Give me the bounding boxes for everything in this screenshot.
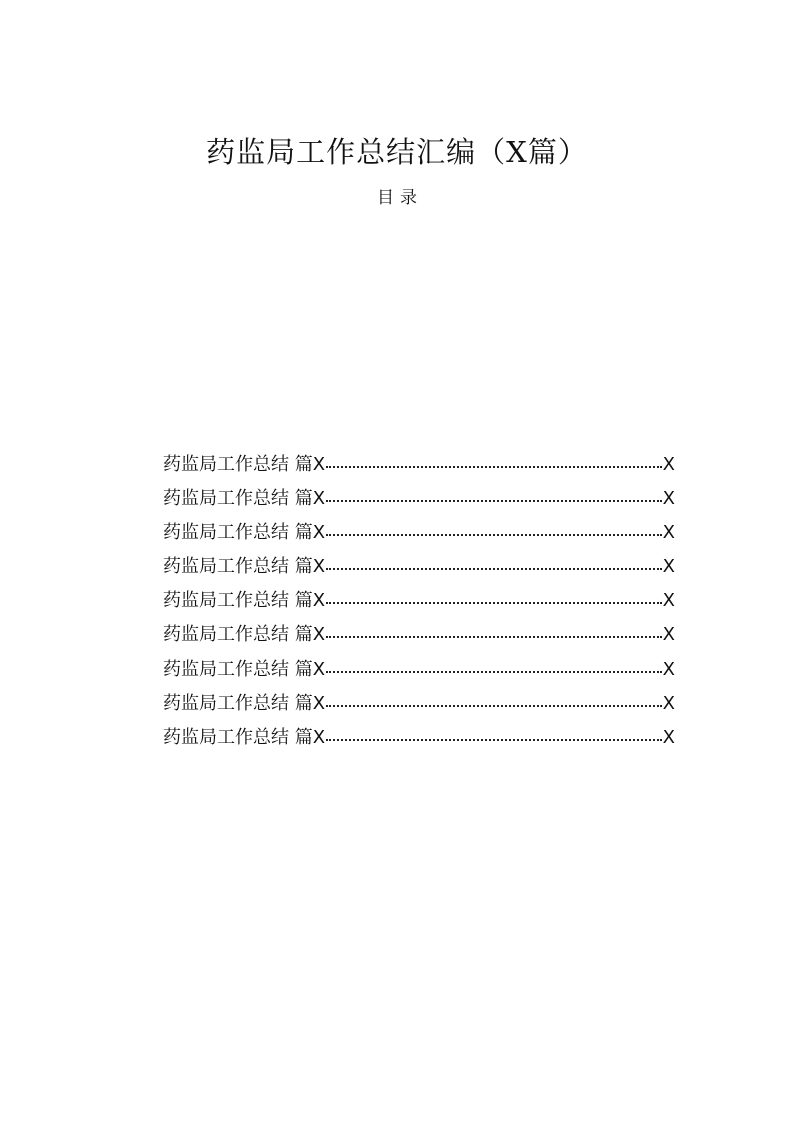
toc-dot-leader [326,550,662,572]
toc-dot-leader [326,721,662,743]
toc-entry[interactable] [163,653,675,687]
toc-entry-page: X [662,454,675,475]
toc-entry-page: X [662,658,675,680]
toc-entry[interactable] [163,448,675,482]
toc-entry-title: 药监局工作总结 篇X [163,590,326,612]
toc-entry-title: 药监局工作总结 篇X [163,556,326,578]
toc-entry-page: X [662,522,675,544]
toc-dot-leader [326,653,662,675]
toc-entry-title: 药监局工作总结 篇X [163,522,326,544]
table-of-contents [163,448,675,755]
toc-entry[interactable] [163,687,675,721]
toc-entry-title: 药监局工作总结 篇X [163,658,326,680]
toc-heading: 目录 [377,188,423,208]
toc-entry-page: X [662,556,675,578]
toc-entry[interactable] [163,721,675,755]
toc-dot-leader [326,516,662,538]
toc-entry-title: 药监局工作总结 篇X [163,488,326,510]
toc-entry-title: 药监局工作总结 篇X [163,624,326,646]
toc-entry-page: X [662,726,675,748]
toc-dot-leader [326,448,662,470]
toc-dot-leader [326,482,662,504]
toc-entry-title: 药监局工作总结 篇X [163,454,326,475]
toc-dot-leader [326,584,662,606]
toc-entry[interactable] [163,618,675,652]
toc-entry[interactable] [163,516,675,550]
toc-dot-leader [326,687,662,709]
document-title: 药监局工作总结汇编（X篇） [206,135,588,169]
toc-entry[interactable] [163,482,675,516]
toc-entry[interactable] [163,584,675,618]
toc-dot-leader [326,618,662,640]
toc-entry-page: X [662,590,675,612]
toc-entry-title: 药监局工作总结 篇X [163,726,326,748]
toc-entry-page: X [662,488,675,510]
toc-entry-title: 药监局工作总结 篇X [163,692,326,714]
toc-entry-page: X [662,624,675,646]
toc-entry[interactable] [163,550,675,584]
toc-entry-page: X [662,692,675,714]
